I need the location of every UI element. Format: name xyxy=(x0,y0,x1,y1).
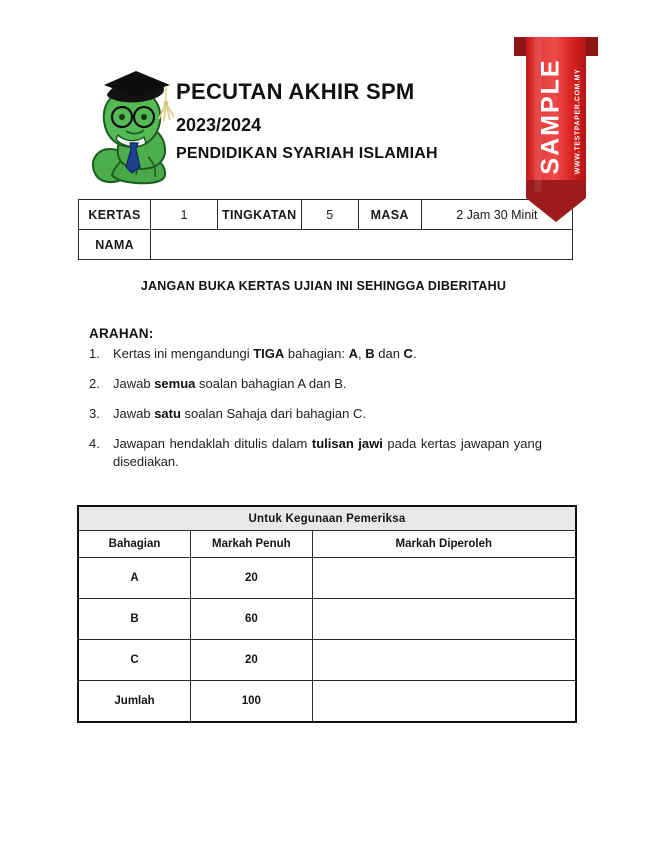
cell-markah-penuh: 60 xyxy=(191,599,313,640)
column-header-bahagian: Bahagian xyxy=(79,531,191,558)
table-row xyxy=(79,200,573,230)
instruction-item xyxy=(89,345,542,364)
cell-markah-penuh: 100 xyxy=(191,681,313,722)
nama-input-field[interactable] xyxy=(151,230,573,260)
title-block xyxy=(176,78,506,164)
examiner-marks-table xyxy=(77,505,577,723)
cell-markah-diperoleh[interactable] xyxy=(312,558,575,599)
instruction-number: 1. xyxy=(89,346,100,361)
cell-markah-diperoleh[interactable] xyxy=(312,640,575,681)
masa-label: MASA xyxy=(358,200,421,230)
page-title: PECUTAN AKHIR SPM xyxy=(176,79,415,104)
instruction-text: Jawab satu soalan Sahaja dari bahagian C. xyxy=(113,405,366,421)
cell-markah-penuh: 20 xyxy=(191,558,313,599)
cell-markah-diperoleh[interactable] xyxy=(312,681,575,722)
kertas-label: KERTAS xyxy=(79,200,151,230)
column-header-markah-diperoleh: Markah Diperoleh xyxy=(312,531,575,558)
table-row xyxy=(79,558,575,599)
marks-table-title-row xyxy=(79,507,575,531)
column-header-markah-penuh: Markah Penuh xyxy=(191,531,313,558)
cell-markah-diperoleh[interactable] xyxy=(312,599,575,640)
ribbon-sample-label: SAMPLE xyxy=(536,58,565,175)
instructions-list xyxy=(89,345,542,483)
instruction-text: Jawapan hendaklah ditulis dalam tulisan jawi pada kertas jawapan yang disediakan. xyxy=(113,435,542,470)
table-row xyxy=(79,640,575,681)
caterpillar-graduate-mascot-icon xyxy=(86,63,178,185)
cell-bahagian: Jumlah xyxy=(79,681,191,722)
paper-info-table xyxy=(78,199,573,260)
tingkatan-label: TINGKATAN xyxy=(217,200,301,230)
nama-label: NAMA xyxy=(79,230,151,260)
subject-title: PENDIDIKAN SYARIAH ISLAMIAH xyxy=(176,145,438,163)
instruction-number: 2. xyxy=(89,375,100,391)
cell-bahagian: A xyxy=(79,558,191,599)
instruction-number: 4. xyxy=(89,435,100,451)
instruction-item xyxy=(89,375,542,394)
instruction-item xyxy=(89,435,542,473)
academic-year: 2023/2024 xyxy=(176,114,262,135)
do-not-open-notice: JANGAN BUKA KERTAS UJIAN INI SEHINGGA DIBERITAHU xyxy=(140,279,507,293)
sample-ribbon-banner xyxy=(508,30,604,230)
instruction-text: Jawab semua soalan bahagian A dan B. xyxy=(113,375,347,391)
instruction-item xyxy=(89,405,542,424)
masa-value: 2 Jam 30 Minit xyxy=(421,200,572,230)
cell-bahagian: B xyxy=(79,599,191,640)
marks-table-title: Untuk Kegunaan Pemeriksa xyxy=(79,507,575,531)
instructions-heading: ARAHAN: xyxy=(89,326,154,341)
table-row xyxy=(79,681,575,722)
table-row xyxy=(79,599,575,640)
tingkatan-value: 5 xyxy=(301,200,358,230)
kertas-value: 1 xyxy=(151,200,218,230)
cell-bahagian: C xyxy=(79,640,191,681)
ribbon-website-url: WWW.TESTPAPER.COM.MY xyxy=(574,68,582,175)
table-row xyxy=(79,230,573,260)
instruction-text: Kertas ini mengandungi TIGA bahagian: A, B dan C. xyxy=(113,346,417,361)
marks-table-header-row xyxy=(79,531,575,558)
instruction-number: 3. xyxy=(89,405,100,421)
cell-markah-penuh: 20 xyxy=(191,640,313,681)
